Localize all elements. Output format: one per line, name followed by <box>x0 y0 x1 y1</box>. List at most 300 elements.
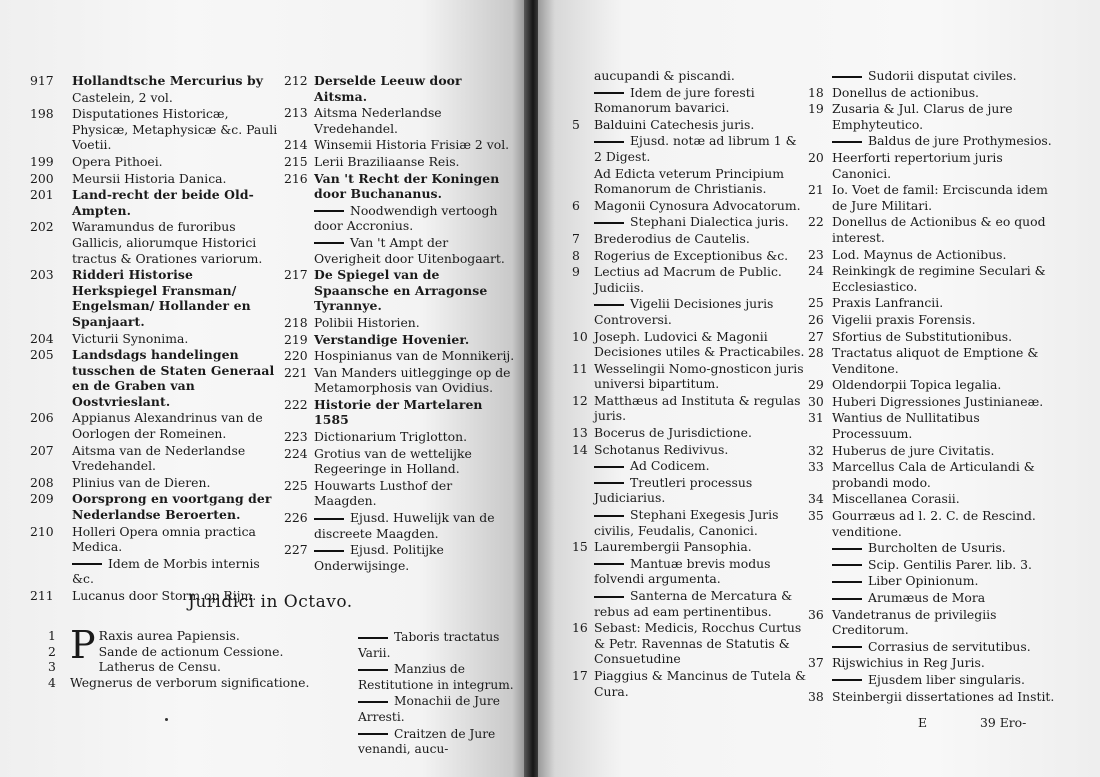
ditto-dash <box>594 92 624 94</box>
juridici-column-right <box>316 630 516 759</box>
catalogue-entry <box>30 219 280 266</box>
entry-text: Opera Pithoei. <box>72 153 163 169</box>
catalogue-entry <box>808 68 1058 84</box>
ditto-dash <box>832 141 862 143</box>
catalogue-entry <box>572 507 808 538</box>
catalogue-entry <box>572 393 808 424</box>
entry-number: 31 <box>808 410 824 426</box>
entry-text: Ejusd. Huwelijk van de discreete Maagden. <box>314 510 495 541</box>
catalogue-entry <box>316 694 516 725</box>
catalogue-entry <box>316 630 516 661</box>
ditto-dash <box>832 598 862 600</box>
catalogue-entry <box>30 171 280 187</box>
catalogue-entry <box>808 150 1058 181</box>
catalogue-entry <box>572 425 808 441</box>
ditto-dash <box>594 596 624 598</box>
catalogue-entry <box>284 203 516 234</box>
entry-text: Lectius ad Macrum de Public. Judiciis. <box>594 264 782 295</box>
catalogue-entry <box>284 73 516 104</box>
entry-text: Piaggius & Mancinus de Tutela & Cura. <box>594 667 807 699</box>
entry-text: Latherus de Censu. <box>98 659 221 675</box>
entry-text-wrap <box>314 235 516 266</box>
entry-text: Lod. Maynus de Actionibus. <box>832 246 1007 262</box>
entry-number: 226 <box>284 510 308 526</box>
left-page <box>0 0 528 777</box>
entry-number: 213 <box>284 105 308 121</box>
entry-number: 201 <box>30 187 54 203</box>
catchword: 39 Ero- <box>980 715 1027 730</box>
ditto-dash <box>314 550 344 552</box>
entry-text: Ejusd. Politijke Onderwijsinge. <box>314 542 444 573</box>
catalogue-entry <box>808 655 1058 671</box>
entry-number: 24 <box>808 263 824 279</box>
catalogue-entry <box>284 429 516 445</box>
catalogue-entry <box>30 556 280 587</box>
catalogue-entry <box>284 397 516 428</box>
ditto-dash <box>594 304 624 306</box>
entry-text: Van 't Recht der Koningen door Buchananus. <box>314 170 500 202</box>
catalogue-entry <box>572 264 808 295</box>
entry-number: 224 <box>284 445 308 461</box>
catalogue-entry <box>808 557 1058 573</box>
ditto-dash <box>594 482 624 484</box>
entry-text: Sfortius de Substitutionibus. <box>832 328 1013 344</box>
ditto-dash <box>832 679 862 681</box>
entry-text: Lucanus door Storm op Rijm. <box>72 588 257 603</box>
entry-text-wrap <box>832 672 1058 688</box>
juridici-column-left <box>48 623 310 691</box>
catalogue-entry <box>808 133 1058 149</box>
ditto-dash <box>72 563 102 565</box>
ditto-dash <box>358 637 388 639</box>
entry-text: Praxis Lanfrancii. <box>832 295 944 311</box>
entry-text: Sande de actionum Cessione. <box>98 643 284 659</box>
entry-text-wrap <box>72 556 280 587</box>
ditto-dash <box>314 518 344 520</box>
catalogue-entry <box>572 68 808 84</box>
catalogue-entry <box>30 347 280 409</box>
entry-text-wrap <box>594 556 808 587</box>
entry-text-wrap <box>594 475 808 506</box>
entry-number: 9 <box>572 264 580 280</box>
catalogue-entry <box>316 662 516 693</box>
catalogue-entry <box>808 312 1058 328</box>
entry-text: Noodwendigh vertoogh door Accronius. <box>314 202 498 234</box>
right-column-c <box>572 68 808 700</box>
entry-number: 199 <box>30 153 54 169</box>
catalogue-entry <box>572 620 808 667</box>
entry-number: 210 <box>30 523 54 539</box>
entry-number: 26 <box>808 311 824 327</box>
entry-text: Aitsma van de Nederlandse Vredehandel. <box>72 442 246 474</box>
catalogue-entry <box>284 235 516 266</box>
catalogue-entry <box>284 154 516 170</box>
entry-text: Landsdags handelingen tusschen de Staten Generaal en de Graben van Oostvrieslant. <box>72 347 275 409</box>
entry-text: Oldendorpii Topica legalia. <box>832 377 1002 393</box>
entry-text: Zusaria & Jul. Clarus de jure Emphyteutico. <box>832 101 1013 132</box>
catalogue-entry <box>30 267 280 329</box>
ditto-dash <box>594 515 624 517</box>
entry-number: 10 <box>572 328 588 344</box>
entry-text: Holleri Opera omnia practica Medica. <box>72 523 256 555</box>
entry-number: 12 <box>572 392 588 408</box>
entry-number: 7 <box>572 230 580 246</box>
first-entries <box>48 623 310 675</box>
entry-text: Mantuæ brevis modus folvendi argumenta. <box>594 555 771 587</box>
entry-number: 6 <box>572 197 580 213</box>
entry-text: Van Manders uitlegginge op de Metamorphosis van Ovidius. <box>314 364 511 396</box>
entry-number: 205 <box>30 347 54 363</box>
ditto-dash <box>594 563 624 565</box>
entry-number: 32 <box>808 442 824 458</box>
juridici-list-left <box>48 675 310 691</box>
catalogue-entry <box>572 458 808 474</box>
entry-text-wrap <box>358 694 516 725</box>
entry-number: 4 <box>48 674 56 690</box>
entry-number: 200 <box>30 170 54 186</box>
entry-text: Scip. Gentilis Parer. lib. 3. <box>868 556 1032 572</box>
catalogue-entry <box>30 524 280 555</box>
entry-text: Derselde Leeuw door Aitsma. <box>314 73 462 104</box>
entry-text: De Spiegel van de Spaansche en Arragonse Tyrannye. <box>314 267 488 314</box>
entry-number: 227 <box>284 542 308 558</box>
entry-text-wrap <box>594 458 808 474</box>
entry-text: Land-recht der beide Old-Ampten. <box>72 187 254 218</box>
catalogue-entry <box>808 329 1058 345</box>
catalogue-entry <box>808 377 1058 393</box>
entry-text-wrap <box>594 133 808 164</box>
entry-text: Castelein, 2 vol. <box>72 89 173 105</box>
catalogue-entry <box>284 348 516 364</box>
catalogue-entry <box>284 315 516 331</box>
entry-text: Stephani Dialectica juris. <box>630 214 789 230</box>
ditto-dash <box>358 733 388 735</box>
entry-text: Liber Opinionum. <box>868 573 979 589</box>
entry-text: Idem de Morbis internis &c. <box>72 555 260 587</box>
entry-text: Corrasius de servitutibus. <box>868 638 1031 654</box>
entry-text: Vandetranus de privilegiis Creditorum. <box>832 606 997 638</box>
entry-text: Io. Voet de famil: Erciscunda idem de Jure Militari. <box>832 182 1048 213</box>
left-column-a <box>30 73 280 605</box>
entry-text-wrap <box>832 557 1058 573</box>
entry-number: 38 <box>808 688 824 704</box>
section-title: Juridici in Octavo. <box>188 592 353 612</box>
entry-text: Dictionarium Triglotton. <box>314 429 468 445</box>
entry-number: 917 <box>30 73 54 88</box>
entry-number: 20 <box>808 149 824 165</box>
entry-number: 5 <box>572 116 580 132</box>
catalogue-entry <box>572 329 808 360</box>
catalogue-entry <box>572 475 808 506</box>
entry-text: Heerforti repertorium juris Canonici. <box>832 149 1003 181</box>
entry-text: Santerna de Mercatura & rebus ad eam pertinentibus. <box>594 588 793 619</box>
catalogue-entry <box>572 214 808 230</box>
entry-text: Schotanus Redivivus. <box>594 441 729 457</box>
catalogue-entry <box>316 727 516 758</box>
entry-text-wrap <box>314 510 516 541</box>
right-page <box>538 0 1100 777</box>
entry-text-wrap <box>832 639 1058 655</box>
catalogue-entry <box>808 459 1058 490</box>
entry-text: Ad Codicem. <box>630 458 710 474</box>
entry-number: 220 <box>284 348 308 364</box>
catalogue-entry <box>572 117 808 133</box>
entry-number: 15 <box>572 539 588 555</box>
entry-text-wrap <box>594 588 808 619</box>
entry-number: 203 <box>30 267 54 283</box>
entry-text: Winsemii Historia Frisiæ 2 vol. <box>314 137 510 153</box>
entry-number: 21 <box>808 182 824 198</box>
catalogue-entry <box>808 214 1058 245</box>
catalogue-entry <box>808 508 1058 539</box>
entry-number: 35 <box>808 508 824 524</box>
catalogue-entry <box>284 365 516 396</box>
entry-text: Ejusdem liber singularis. <box>868 671 1025 687</box>
entry-number: 11 <box>572 360 588 376</box>
entry-text: Manzius de Restitutione in integrum. <box>358 662 514 692</box>
entry-text: Historie der Martelaren 1585 <box>314 396 483 428</box>
ditto-dash <box>832 76 862 78</box>
catalogue-entry <box>284 332 516 348</box>
entry-number: 218 <box>284 314 308 330</box>
entry-number: 22 <box>808 214 824 230</box>
entry-text: Miscellanea Corasii. <box>832 491 960 507</box>
entry-number: 211 <box>30 588 54 603</box>
entry-number: 34 <box>808 491 824 507</box>
signature-mark: E <box>918 715 928 730</box>
entry-text-wrap <box>314 203 516 234</box>
catalogue-entry <box>808 247 1058 263</box>
catalogue-entry <box>30 73 280 89</box>
catalogue-entry <box>572 296 808 327</box>
entry-text-wrap <box>314 542 516 573</box>
catalogue-entry <box>572 198 808 214</box>
entry-number: 212 <box>284 73 308 88</box>
entry-number: 29 <box>808 377 824 393</box>
entry-number: 19 <box>808 101 824 117</box>
entry-number: 1 <box>48 628 56 643</box>
entry-text: Disputationes Historicæ, Physicæ, Metaphysicæ &c. Pauli Voetii. <box>72 106 278 153</box>
entry-text-wrap <box>358 727 516 758</box>
catalogue-entry <box>808 672 1058 688</box>
entry-text: Burcholten de Usuris. <box>868 540 1006 556</box>
catalogue-entry <box>30 90 280 106</box>
ditto-dash <box>594 466 624 468</box>
catalogue-entry <box>572 231 808 247</box>
left-column-b <box>284 73 516 574</box>
entry-number: 208 <box>30 474 54 490</box>
entry-text: Wantius de Nullitatibus Processuum. <box>832 410 980 442</box>
drop-cap: P <box>70 623 96 667</box>
entry-text: Arumæus de Mora <box>868 590 986 605</box>
entry-number: 204 <box>30 330 54 346</box>
entry-text: Hollandtsche Mercurius by <box>72 73 264 88</box>
entry-text: Matthæus ad Instituta & regulas juris. <box>594 392 801 424</box>
entry-text: Sebast: Medicis, Rocchus Curtus & Petr. Ravennas de Statutis & Consuetudine <box>594 620 802 667</box>
entry-text: Hospinianus van de Monnikerij. <box>314 348 515 364</box>
catalogue-entry <box>808 573 1058 589</box>
entry-number: 207 <box>30 442 54 458</box>
catalogue-entry <box>808 345 1058 376</box>
entry-text: Reinkingk de regimine Seculari & Ecclesiastico. <box>832 263 1046 294</box>
entry-text: Meursii Historia Danica. <box>72 170 227 186</box>
ditto-dash <box>314 210 344 212</box>
entry-text: Vigelii Decisiones juris Controversi. <box>594 296 774 327</box>
entry-text: Sudorii disputat civiles. <box>868 68 1017 83</box>
entry-text: Marcellus Cala de Articulandi & probandi modo. <box>832 459 1035 490</box>
ditto-dash <box>358 701 388 703</box>
entry-text: Houwarts Lusthof der Maagden. <box>314 477 453 509</box>
catalogue-entry <box>572 85 808 116</box>
catalogue-entry <box>808 85 1058 101</box>
entry-text: Lerii Braziliaanse Reis. <box>314 153 460 169</box>
first-entry-text <box>70 623 310 675</box>
entry-text: Wegnerus de verborum significatione. <box>70 674 310 690</box>
entry-text-wrap <box>832 133 1058 149</box>
catalogue-entry <box>30 154 280 170</box>
catalogue-entry <box>30 475 280 491</box>
ditto-dash <box>832 581 862 583</box>
entry-text: Monachii de Jure Arresti. <box>358 694 500 724</box>
entry-text: aucupandi & piscandi. <box>594 68 735 83</box>
entry-text: Ejusd. notæ ad librum 1 & 2 Digest. <box>594 133 797 164</box>
entry-number: 3 <box>48 659 56 675</box>
entry-text: Grotius van de wettelijke Regeeringe in Holland. <box>314 445 472 477</box>
entry-text: Donellus de actionibus. <box>832 84 979 100</box>
catalogue-entry <box>284 267 516 314</box>
entry-number: 219 <box>284 331 308 347</box>
entry-text: Victurii Synonima. <box>72 330 189 346</box>
entry-text: Treutleri processus Judiciarius. <box>594 474 753 506</box>
catalogue-entry <box>30 187 280 218</box>
entry-text-wrap <box>832 590 1058 606</box>
catalogue-entry <box>808 394 1058 410</box>
catalogue-entry <box>284 510 516 541</box>
entry-number: 215 <box>284 153 308 169</box>
entry-text-wrap <box>594 507 808 538</box>
entry-text: Joseph. Ludovici & Magonii Decisiones utiles & Practicabiles. <box>594 328 805 360</box>
entry-number: 25 <box>808 295 824 311</box>
entry-text-wrap <box>832 68 1058 84</box>
entry-text: Balduini Catechesis juris. <box>594 116 755 132</box>
entry-number: 216 <box>284 170 308 186</box>
catalogue-entry <box>48 675 310 691</box>
entry-number: 202 <box>30 219 54 235</box>
entry-number: 209 <box>30 491 54 507</box>
catalogue-entry <box>808 689 1058 705</box>
entry-text: Raxis aurea Papiensis. <box>98 628 240 643</box>
entry-number: 16 <box>572 620 588 636</box>
entry-text: Magonii Cynosura Advocatorum. <box>594 197 801 213</box>
entry-text: Craitzen de Jure venandi, aucu- <box>358 726 496 757</box>
catalogue-entry <box>572 166 808 197</box>
entry-text: Brederodius de Cautelis. <box>594 230 750 246</box>
entry-number: 221 <box>284 364 308 380</box>
catalogue-entry <box>30 106 280 153</box>
entry-text: Rogerius de Exceptionibus &c. <box>594 247 789 263</box>
entry-text-wrap <box>358 630 516 661</box>
catalogue-entry <box>572 588 808 619</box>
catalogue-entry <box>284 446 516 477</box>
catalogue-entry <box>284 542 516 573</box>
catalogue-entry <box>572 539 808 555</box>
entry-text-wrap <box>832 540 1058 556</box>
catalogue-entry <box>808 443 1058 459</box>
catalogue-entry <box>284 105 516 136</box>
catalogue-entry <box>808 182 1058 213</box>
first-entry-numbers <box>48 628 70 675</box>
entry-text: Bocerus de Jurisdictione. <box>594 425 752 441</box>
entry-number: 33 <box>808 459 824 475</box>
catalogue-entry <box>808 607 1058 638</box>
entry-text-wrap <box>594 214 808 230</box>
entry-number: 28 <box>808 345 824 361</box>
catalogue-entry <box>284 478 516 509</box>
catalogue-entry <box>572 133 808 164</box>
catalogue-entry <box>284 137 516 153</box>
entry-text-wrap <box>358 662 516 693</box>
entry-text: Vigelii praxis Forensis. <box>832 311 976 327</box>
entry-text: Gourræus ad l. 2. C. de Rescind. venditione. <box>832 508 1036 539</box>
entry-number: 18 <box>808 84 824 100</box>
entry-number: 17 <box>572 667 588 683</box>
entry-text-wrap <box>594 85 808 116</box>
entry-text: Tractatus aliquot de Emptione & Venditone. <box>832 345 1039 376</box>
ditto-dash <box>832 564 862 566</box>
catalogue-entry <box>808 295 1058 311</box>
ink-mark <box>165 718 168 721</box>
entry-number: 223 <box>284 429 308 445</box>
catalogue-entry <box>808 590 1058 606</box>
entry-number: 198 <box>30 106 54 122</box>
entry-text: Oorsprong en voortgang der Nederlandse Beroerten. <box>72 491 272 523</box>
entry-text-wrap <box>832 573 1058 589</box>
catalogue-entry <box>572 668 808 699</box>
entry-text: Van 't Ampt der Overigheit door Uitenbogaart. <box>314 234 505 266</box>
entry-number: 36 <box>808 606 824 622</box>
entry-number: 27 <box>808 328 824 344</box>
entry-text: Huberi Digressiones Justinianeæ. <box>832 393 1044 409</box>
ditto-dash <box>832 548 862 550</box>
catalogue-entry <box>572 556 808 587</box>
entry-text: Steinbergii dissertationes ad Instit. <box>832 688 1055 704</box>
entry-text-wrap <box>594 296 808 327</box>
entry-number: 13 <box>572 425 588 441</box>
entry-text: Waramundus de furoribus Gallicis, aliorumque Historici tractus & Orationes variorum. <box>72 219 263 266</box>
right-column-d <box>808 68 1058 705</box>
entry-number: 30 <box>808 393 824 409</box>
entry-number: 214 <box>284 137 308 153</box>
catalogue-entry <box>284 171 516 202</box>
catalogue-entry <box>808 540 1058 556</box>
entry-number: 23 <box>808 246 824 262</box>
entry-text: Laurembergii Pansophia. <box>594 539 752 555</box>
catalogue-entry <box>572 442 808 458</box>
catalogue-entry <box>30 410 280 441</box>
entry-number: 2 <box>48 643 56 659</box>
catalogue-entry <box>808 410 1058 441</box>
entry-number: 225 <box>284 477 308 493</box>
entry-text: Donellus de Actionibus & eo quod interest. <box>832 214 1046 245</box>
entry-number: 37 <box>808 655 824 671</box>
catalogue-entry <box>572 361 808 392</box>
ditto-dash <box>594 222 624 224</box>
ditto-dash <box>594 141 624 143</box>
entry-number: 8 <box>572 247 580 263</box>
entry-text: Stephani Exegesis Juris civilis, Feudalis, Canonici. <box>594 507 779 538</box>
entry-text: Polibii Historien. <box>314 314 420 330</box>
entry-text: Ridderi Historise Herkspiegel Fransman/ Engelsman/ Hollander en Spanjaart. <box>72 267 251 329</box>
